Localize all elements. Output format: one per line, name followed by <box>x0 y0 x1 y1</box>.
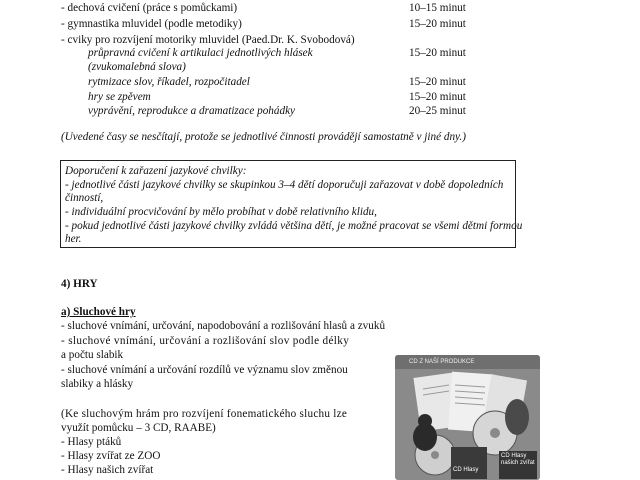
sublist-item: (zvukomalebná slova) <box>88 61 186 73</box>
list-item: - Hlasy našich zvířat <box>61 464 154 476</box>
sublist-item: rytmizace slov, říkadel, rozpočitadel <box>88 76 250 88</box>
cd-label: CD Hlasy <box>453 467 479 473</box>
list-item: - gymnastika mluvidel (podle metodiky) <box>61 18 242 30</box>
box-line: - individuální procvičování by mělo probíhat v době relativního klidu, <box>65 206 377 218</box>
box-line: - pokud jednotlivé části jazykové chvilky zvládá většina dětí, je možné pracovat se všemi dětmi formou <box>65 220 523 232</box>
list-item: (Ke sluchovým hrám pro rozvíjení fonematického sluchu lze <box>61 408 348 420</box>
cd-product-photo <box>395 355 540 480</box>
duration: 15–20 minut <box>409 47 466 59</box>
list-item: a počtu slabik <box>61 349 124 361</box>
duration: 15–20 minut <box>409 76 466 88</box>
note: (Uvedené časy se nesčítají, protože se jednotlivé činnosti provádějí samostatně v jiné dny.) <box>61 131 466 143</box>
box-line: činností, <box>65 192 104 204</box>
section-heading: 4) HRY <box>61 278 98 290</box>
photo-header: CD Z NAŠÍ PRODUKCE <box>395 355 540 369</box>
duration: 10–15 minut <box>409 2 466 14</box>
duration: 15–20 minut <box>409 18 466 30</box>
recommendation-box <box>60 160 523 248</box>
duration: 20–25 minut <box>409 105 466 117</box>
list-item: - cviky pro rozvíjení motoriky mluvidel (Paed.Dr. K. Svobodová) <box>61 34 355 46</box>
subsection-heading: a) Sluchové hry <box>61 306 136 318</box>
sublist-item: hry se zpěvem <box>88 91 151 103</box>
cd-label: CD Hlasy našich zvířat <box>501 453 535 466</box>
duration: 15–20 minut <box>409 91 466 103</box>
box-line: her. <box>65 233 82 245</box>
sublist-item: průpravná cvičení k artikulaci jednotlivých hlásek <box>88 47 313 59</box>
sublist-item: vyprávění, reprodukce a dramatizace pohádky <box>88 105 296 117</box>
list-item: - sluchové vnímání, určování a rozlišování slov podle délky <box>61 335 350 347</box>
list-item: - sluchové vnímání, určování, napodobování a rozlišování hlasů a zvuků <box>61 320 386 332</box>
box-line: - jednotlivé části jazykové chvilky se skupinkou 3–4 dětí doporučuji zařazovat v době dopoledních <box>65 179 504 191</box>
box-line: Doporučení k zařazení jazykové chvilky: <box>65 165 247 177</box>
list-item: slabiky a hlásky <box>61 378 134 390</box>
list-item: - Hlasy zvířat ze ZOO <box>61 450 161 462</box>
list-item: - dechová cvičení (práce s pomůckami) <box>61 2 238 14</box>
list-item: využít pomůcku – 3 CD, RAABE) <box>61 422 216 434</box>
list-item: - Hlasy ptáků <box>61 436 122 448</box>
list-item: - sluchové vnímání a určování rozdílů ve významu slov změnou <box>61 364 348 376</box>
